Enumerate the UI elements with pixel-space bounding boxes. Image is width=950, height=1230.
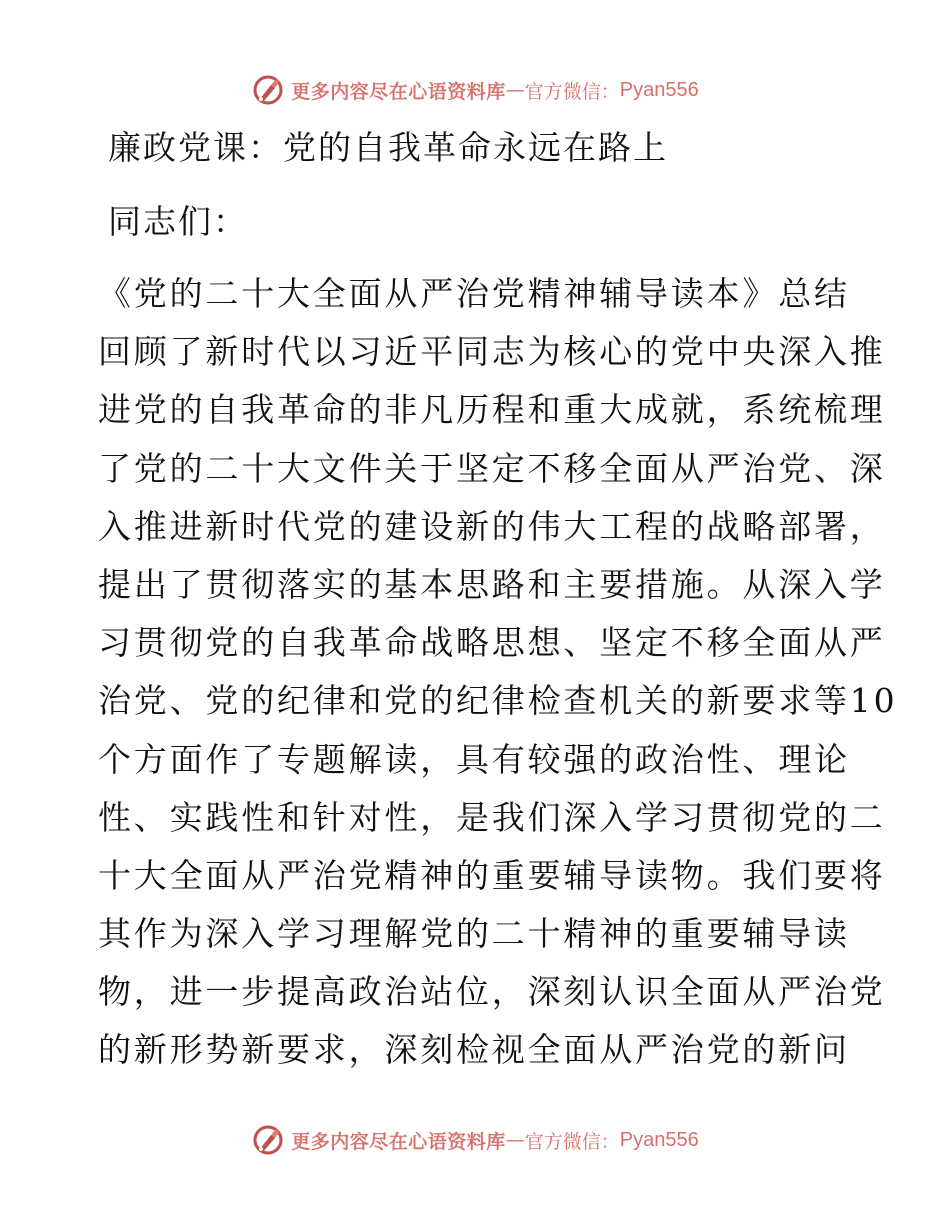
- footer-banner: [0, 1120, 950, 1160]
- banner-text: 更多内容尽在心语资料库: [291, 80, 506, 103]
- banner-wechat-id: Pyan556: [619, 1128, 699, 1151]
- body-line: 进党的自我革命的非凡历程和重大成就，系统梳理: [98, 390, 886, 430]
- banner-wechat-id: Pyan556: [619, 78, 699, 101]
- body-line: 《党的二十大全面从严治党精神辅导读本》总结: [98, 274, 850, 313]
- banner-separator: —: [505, 1129, 525, 1151]
- header-banner: [0, 70, 950, 110]
- body-line: 的新形势新要求，深刻检视全面从严治党的新问: [98, 1030, 850, 1070]
- body-line: 个方面作了专题解读，具有较强的政治性、理论: [98, 739, 850, 779]
- body-line: 十大全面从严治党精神的重要辅导读物。我们要将: [98, 855, 886, 895]
- pen-logo-icon: [251, 73, 285, 107]
- banner-label: 官方微信：: [524, 1130, 620, 1153]
- body-paragraph: [98, 265, 898, 1080]
- body-line: 回顾了新时代以习近平同志为核心的党中央深入推: [98, 332, 886, 372]
- body-line: 了党的二十大文件关于坚定不移全面从严治党、深: [98, 448, 886, 488]
- body-line: 物，进一步提高政治站位，深刻认识全面从严治党: [98, 972, 886, 1012]
- body-line: 入推进新时代党的建设新的伟大工程的战略部署，: [98, 506, 886, 546]
- banner-separator: —: [505, 79, 525, 101]
- greeting: 同志们：: [108, 202, 248, 241]
- body-line: 其作为深入学习理解党的二十精神的重要辅导读: [98, 914, 850, 954]
- body-line: 习贯彻党的自我革命战略思想、坚定不移全面从严: [98, 623, 886, 663]
- banner-label: 官方微信：: [524, 80, 620, 103]
- pen-logo-icon: [251, 1123, 285, 1157]
- body-line: 治党、党的纪律和党的纪律检查机关的新要求等10: [98, 681, 898, 721]
- document-title: 廉政党课：党的自我革命永远在路上: [108, 128, 668, 167]
- body-line: 提出了贯彻落实的基本思路和主要措施。从深入学: [98, 564, 886, 604]
- body-line: 性、实践性和针对性，是我们深入学习贯彻党的二: [98, 797, 886, 837]
- banner-text: 更多内容尽在心语资料库: [291, 1130, 506, 1153]
